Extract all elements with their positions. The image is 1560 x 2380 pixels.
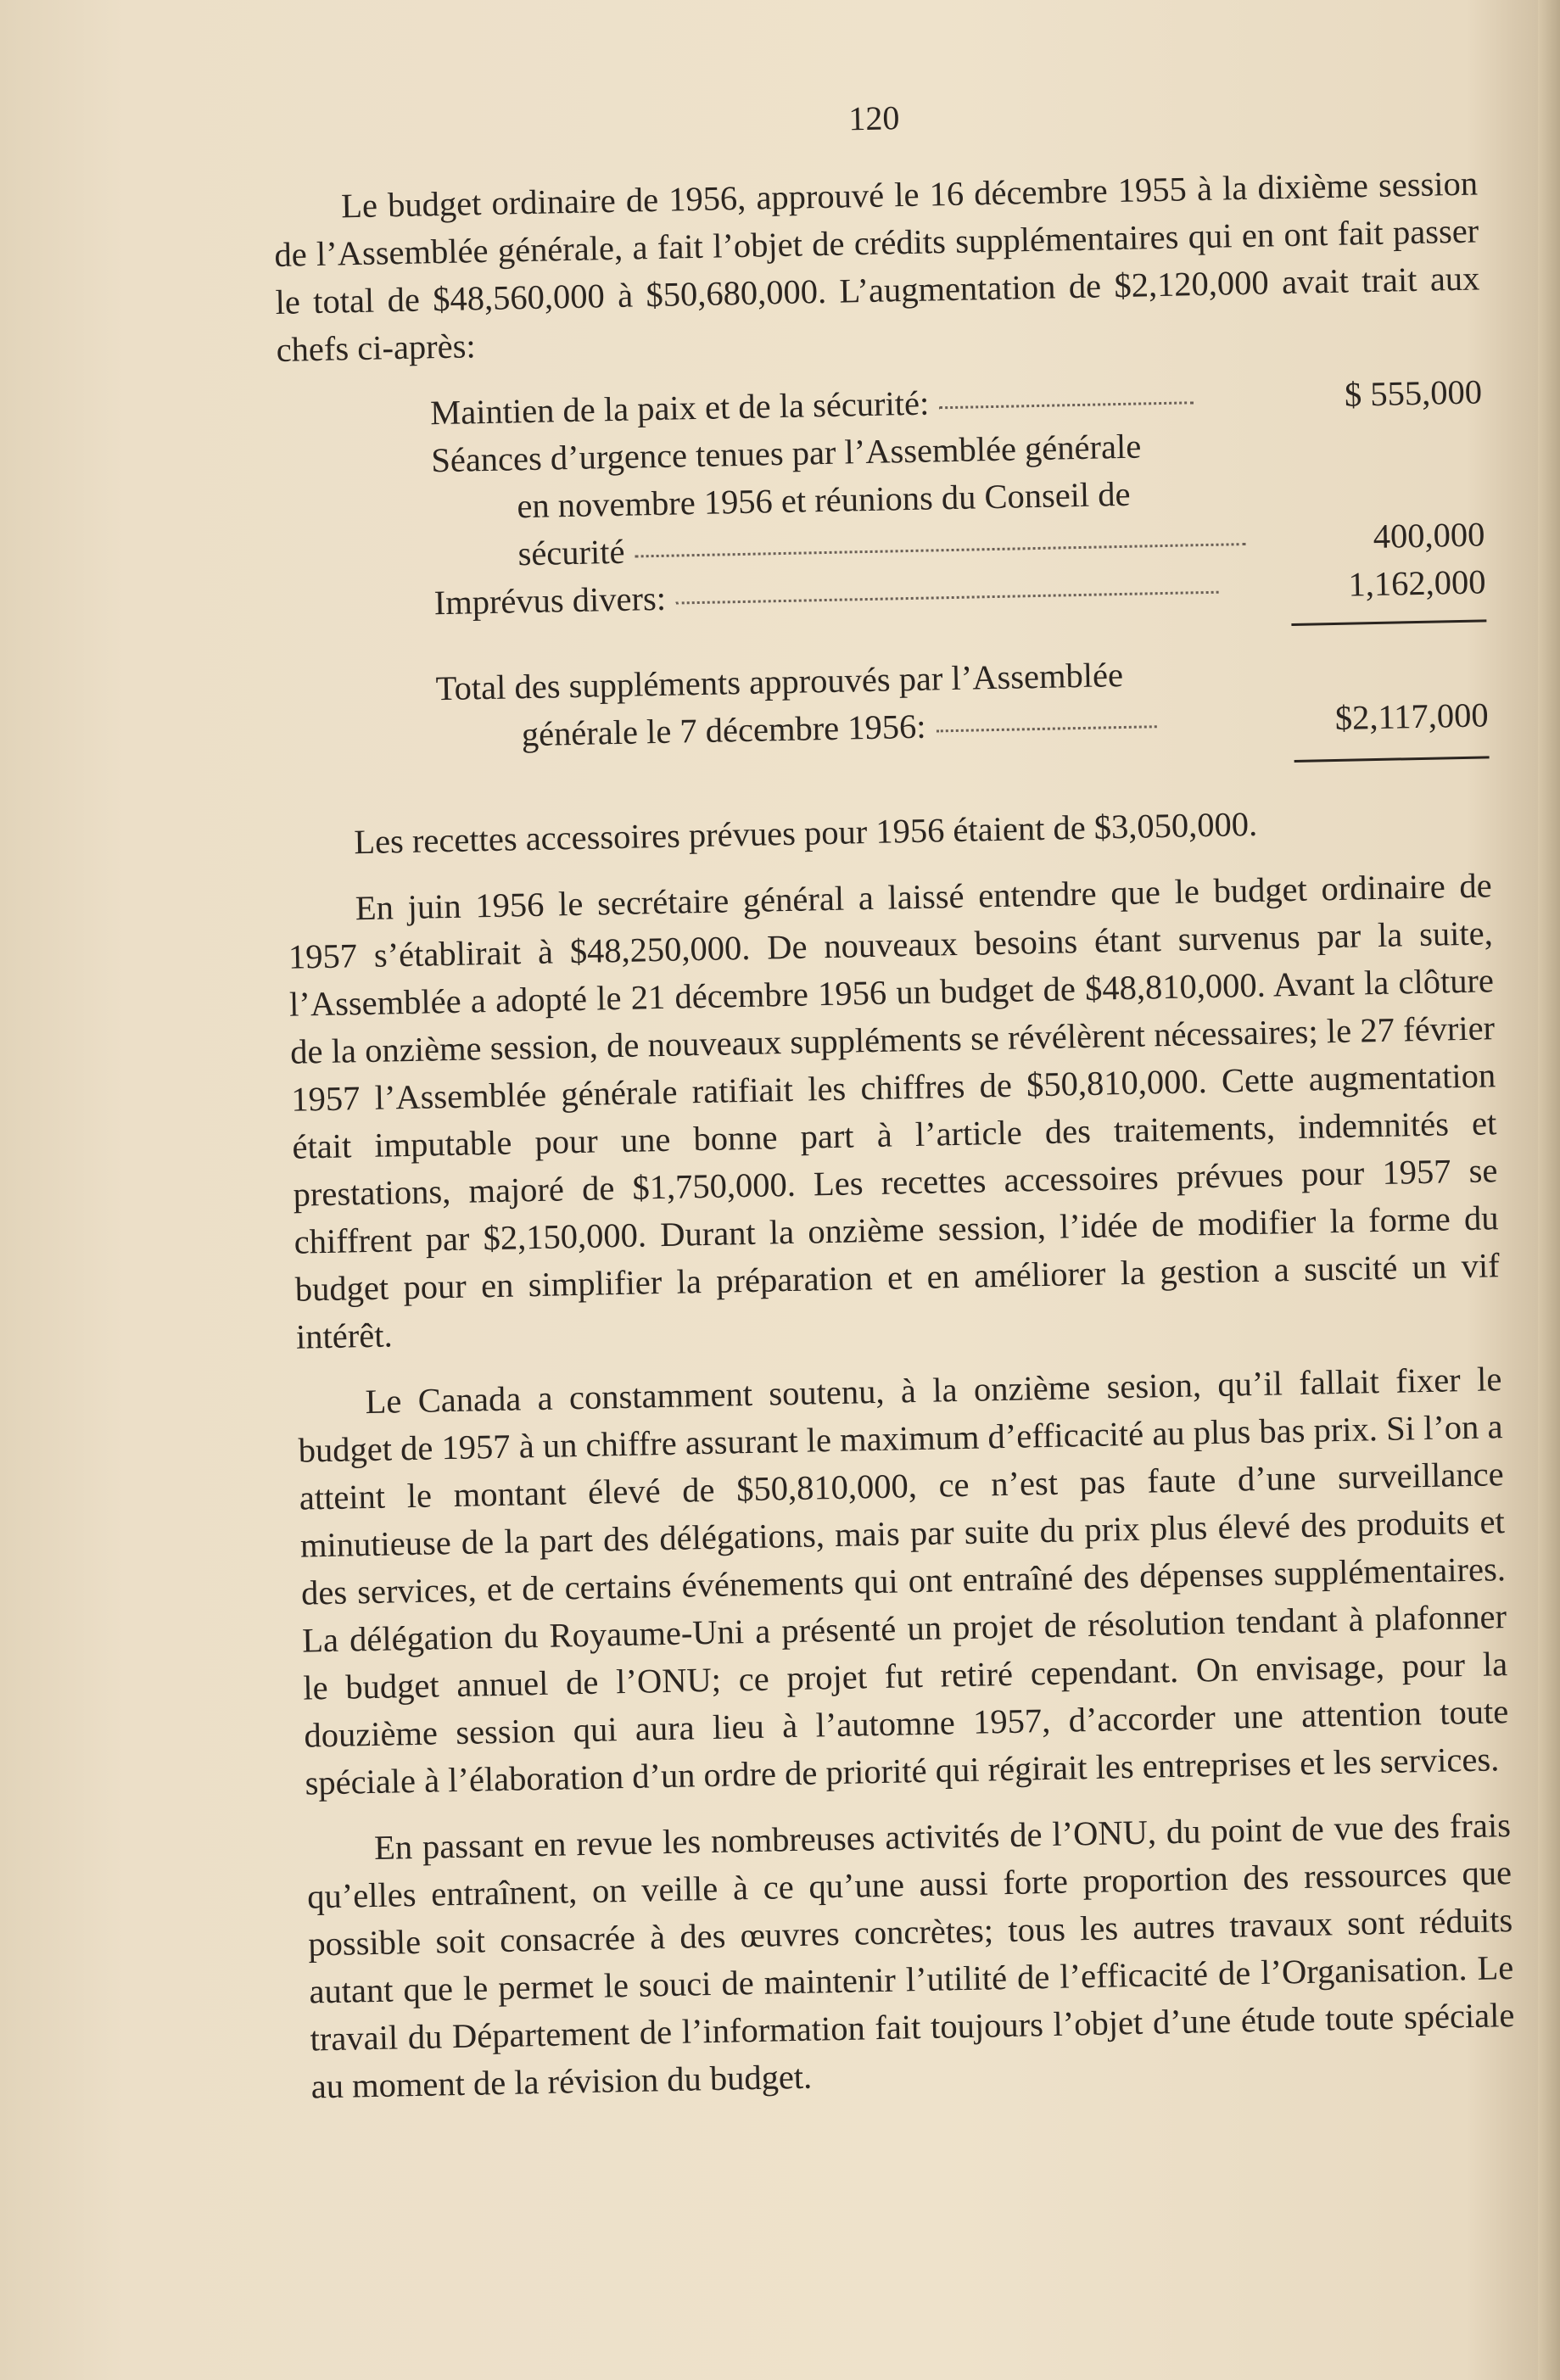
paragraph-budget-1956: Le budget ordinaire de 1956, approuvé le 16 décembre 1955 à la dixième session de l’Assemblée générale, a fait l’objet de crédits supplémentaires qui en ont fait passer le total de $48,560,000 à $50,680,000. L’augmentation de $2,120,000 avait trait aux chefs ci-après: (273, 164, 1480, 369)
supplement-amount: $ 555,000 (1344, 372, 1483, 414)
paragraph-budget-1957: En juin 1956 le secrétaire général a laissé entendre que le budget ordinaire de 1957 s’établirait à $48,250,000. De nouveaux besoins étant survenus par la suite, l’Assemblée a adopté le 21 décembre 1956 un budget de $48,810,000. Avant la clôture de la onzième session, de nouveaux suppléments se révélèrent nécessaires; le 27 février 1957 l’Assemblée générale ratifiait les chiffres de $50,810,000. Cette augmentation était imputable pour une bonne part à l’article des traitements, indemnités et prestations, majoré de $1,750,000. Les recettes accessoires prévues pour 1957 se chiffrent par $2,150,000. Durant la onzième session, l’idée de modifier la forme du budget pour en simplifier la préparation et en améliorer la gestion a suscité un vif intérêt. (288, 866, 1501, 1356)
supplement-amount: 1,162,000 (1348, 562, 1486, 604)
page-content (271, 87, 1517, 2130)
supplement-item-emergency-sessions (431, 416, 1485, 579)
paragraph-canada-position: Le Canada a constamment soutenu, à la onzième sesion, qu’il fallait fixer le budget de 1957 à un chiffre assurant le maximum d’efficacité au plus bas prix. Si l’on a atteint le montant élevé de $50,810,000, ce n’est pas faute d’une surveillance minutieuse de la part des délégations, mais par suite du prix plus élevé des produits et des services, et de certains événements qui ont entraîné des dépenses supplémentaires. La délégation du Royaume-Uni a présenté un projet de résolution tendant à plafonner le budget annuel de l’ONU; ce projet fut retiré cependant. On envisage, pour la douzième session qui aura lieu à l’automne 1957, d’accorder une attention toute spéciale à l’élaboration d’un ordre de priorité qui régirait les entreprises et les services. (298, 1360, 1509, 1802)
page-edge-shadow (1538, 0, 1560, 2380)
supplement-label-continued: sécurité (517, 532, 625, 573)
total-amount: $2,117,000 (1334, 696, 1490, 737)
page-number: 120 (847, 98, 900, 138)
leader-dots (635, 543, 1246, 557)
supplement-label: Maintien de la paix et de la sécurité: (429, 383, 930, 433)
paragraph-onu-activities: En passant en revue les nombreuses activités de l’ONU, du point de vue des frais qu’elles entraînent, on veille à ce qu’une aussi forte proportion des ressources que possible soit consacrée à des œuvres concrètes; tous les autres travaux sont réduits autant que le permet le souci de maintenir l’utilité de l’efficacité de l’Organisation. Le travail du Département de l’information fait toujours l’objet d’une étude toute spéciale au moment de la révision du budget. (306, 1806, 1515, 2106)
leader-dots (676, 591, 1219, 605)
subtotal-rule (1291, 619, 1486, 626)
leader-dots (937, 725, 1157, 732)
supplement-label: Séances d’urgence tenues par l’Assemblée générale (430, 427, 1142, 480)
supplement-amount: 400,000 (1373, 515, 1485, 556)
supplement-label: Imprévus divers: (433, 578, 667, 623)
total-label-continued: générale le 7 décembre 1956: (521, 707, 926, 754)
paragraph-accessory-revenue-1956: Les recettes accessoires prévues pour 1956 étaient de $3,050,000. (353, 804, 1258, 862)
leader-dots (939, 401, 1194, 409)
supplements-list (277, 368, 1486, 629)
supplements-total (435, 644, 1489, 760)
total-label: Total des suppléments approuvés par l’Assemblée (435, 655, 1124, 708)
supplement-label-continued: en novembre 1956 et réunions du Conseil de (516, 474, 1131, 526)
total-rule (1294, 756, 1490, 763)
